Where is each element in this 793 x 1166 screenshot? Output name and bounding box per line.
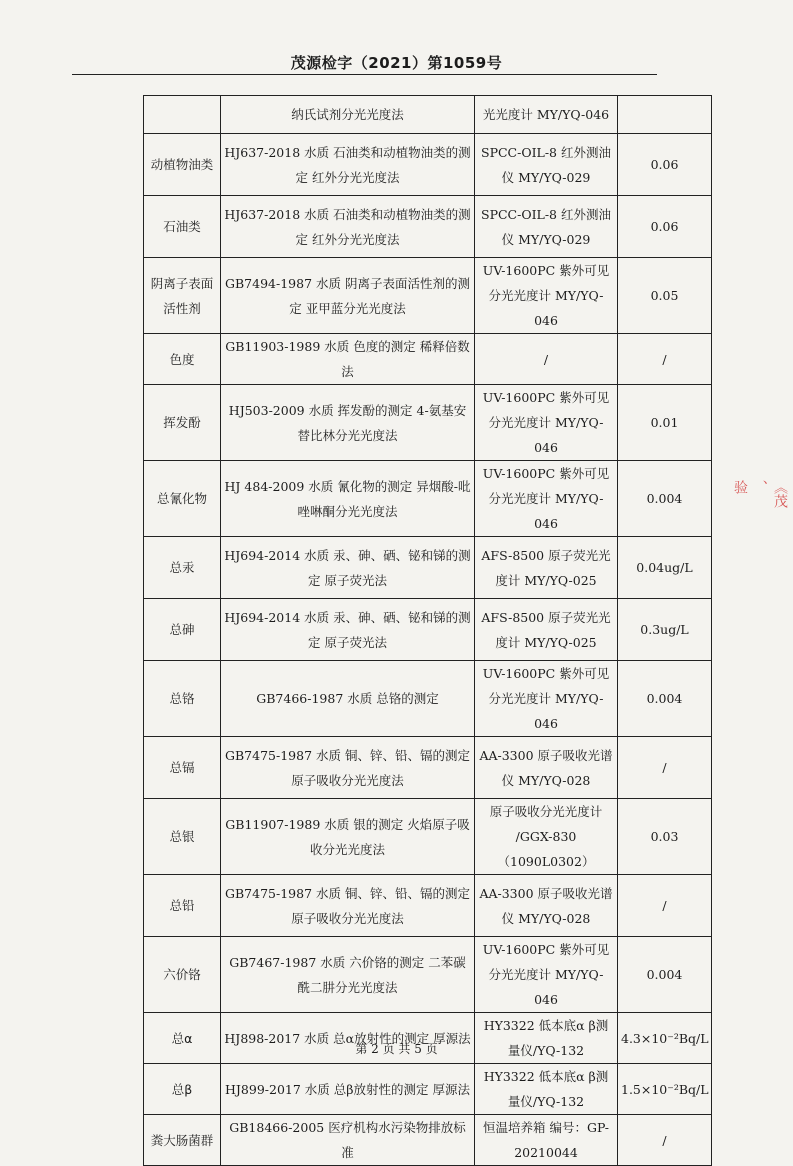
- table-row: [144, 1064, 712, 1115]
- row-item-name: 总α: [144, 1013, 221, 1064]
- row-instrument: 光光度计 MY/YQ-046: [475, 96, 618, 134]
- row-method: GB7475-1987 水质 铜、锌、铅、镉的测定 原子吸收分光光度法: [221, 875, 475, 937]
- row-method: HJ694-2014 水质 汞、砷、硒、铋和锑的测定 原子荧光法: [221, 599, 475, 661]
- table-row: [144, 385, 712, 461]
- method-table: [143, 95, 712, 1166]
- row-detection-limit: 1.5×10⁻²Bq/L: [618, 1064, 712, 1115]
- row-instrument: 原子吸收分光光度计 /GGX-830（1090L0302）: [475, 799, 618, 875]
- row-item-name: [144, 96, 221, 134]
- row-item-name: 总铅: [144, 875, 221, 937]
- row-instrument: /: [475, 334, 618, 385]
- row-instrument: HY3322 低本底α β测量仪/YQ-132: [475, 1013, 618, 1064]
- row-instrument: UV-1600PC 紫外可见分光光度计 MY/YQ-046: [475, 258, 618, 334]
- row-method: HJ898-2017 水质 总α放射性的测定 厚源法: [221, 1013, 475, 1064]
- table-row: [144, 799, 712, 875]
- row-item-name: 挥发酚: [144, 385, 221, 461]
- row-instrument: AFS-8500 原子荧光光度计 MY/YQ-025: [475, 537, 618, 599]
- row-detection-limit: 0.01: [618, 385, 712, 461]
- row-item-name: 石油类: [144, 196, 221, 258]
- table-row: [144, 258, 712, 334]
- row-detection-limit: 0.03: [618, 799, 712, 875]
- page-number: 第 2 页 共 5 页: [355, 1042, 438, 1056]
- method-table-body: [144, 96, 712, 1166]
- report-number-title: 茂源检字（2021）第1059号: [290, 54, 503, 72]
- row-method: GB7494-1987 水质 阴离子表面活性剂的测定 亚甲蓝分光光度法: [221, 258, 475, 334]
- table-row: [144, 1115, 712, 1166]
- table-row: [144, 737, 712, 799]
- header-rule: [72, 74, 657, 75]
- table-row: [144, 537, 712, 599]
- row-item-name: 总银: [144, 799, 221, 875]
- row-method: 纳氏试剂分光光度法: [221, 96, 475, 134]
- row-instrument: UV-1600PC 紫外可见分光光度计 MY/YQ-046: [475, 385, 618, 461]
- row-item-name: 总β: [144, 1064, 221, 1115]
- row-instrument: AA-3300 原子吸收光谱仪 MY/YQ-028: [475, 875, 618, 937]
- row-method: HJ694-2014 水质 汞、砷、硒、铋和锑的测定 原子荧光法: [221, 537, 475, 599]
- row-instrument: UV-1600PC 紫外可见分光光度计 MY/YQ-046: [475, 937, 618, 1013]
- row-method: GB11903-1989 水质 色度的测定 稀释倍数法: [221, 334, 475, 385]
- row-method: GB11907-1989 水质 银的测定 火焰原子吸收分光光度法: [221, 799, 475, 875]
- row-detection-limit: /: [618, 737, 712, 799]
- seal-stamp: 《茂 、 验: [732, 480, 788, 508]
- table-row: [144, 334, 712, 385]
- row-detection-limit: 4.3×10⁻²Bq/L: [618, 1013, 712, 1064]
- row-method: GB7466-1987 水质 总铬的测定: [221, 661, 475, 737]
- table-row: [144, 937, 712, 1013]
- table-row: [144, 461, 712, 537]
- row-instrument: SPCC-OIL-8 红外测油仪 MY/YQ-029: [475, 134, 618, 196]
- row-detection-limit: 0.04ug/L: [618, 537, 712, 599]
- row-method: HJ637-2018 水质 石油类和动植物油类的测定 红外分光光度法: [221, 134, 475, 196]
- row-item-name: 总镉: [144, 737, 221, 799]
- table-row: [144, 661, 712, 737]
- table-row: [144, 196, 712, 258]
- row-detection-limit: /: [618, 1115, 712, 1166]
- table-row: [144, 96, 712, 134]
- row-detection-limit: 0.05: [618, 258, 712, 334]
- row-item-name: 六价铬: [144, 937, 221, 1013]
- row-method: HJ 484-2009 水质 氰化物的测定 异烟酸-吡唑啉酮分光光度法: [221, 461, 475, 537]
- row-detection-limit: 0.004: [618, 461, 712, 537]
- table-row: [144, 875, 712, 937]
- row-method: GB18466-2005 医疗机构水污染物排放标准: [221, 1115, 475, 1166]
- row-item-name: 色度: [144, 334, 221, 385]
- row-instrument: SPCC-OIL-8 红外测油仪 MY/YQ-029: [475, 196, 618, 258]
- row-method: GB7475-1987 水质 铜、锌、铅、镉的测定 原子吸收分光光度法: [221, 737, 475, 799]
- row-instrument: UV-1600PC 紫外可见分光光度计 MY/YQ-046: [475, 661, 618, 737]
- row-method: HJ899-2017 水质 总β放射性的测定 厚源法: [221, 1064, 475, 1115]
- row-detection-limit: 0.004: [618, 661, 712, 737]
- row-item-name: 动植物油类: [144, 134, 221, 196]
- row-instrument: HY3322 低本底α β测量仪/YQ-132: [475, 1064, 618, 1115]
- row-detection-limit: 0.06: [618, 196, 712, 258]
- row-item-name: 阴离子表面活性剂: [144, 258, 221, 334]
- row-detection-limit: 0.06: [618, 134, 712, 196]
- row-detection-limit: /: [618, 334, 712, 385]
- row-instrument: UV-1600PC 紫外可见分光光度计 MY/YQ-046: [475, 461, 618, 537]
- row-item-name: 总铬: [144, 661, 221, 737]
- row-detection-limit: /: [618, 875, 712, 937]
- row-item-name: 总氰化物: [144, 461, 221, 537]
- row-item-name: 总汞: [144, 537, 221, 599]
- row-instrument: 恒温培养箱 编号：GP-20210044: [475, 1115, 618, 1166]
- row-detection-limit: 0.004: [618, 937, 712, 1013]
- row-instrument: AA-3300 原子吸收光谱仪 MY/YQ-028: [475, 737, 618, 799]
- table-row: [144, 599, 712, 661]
- row-item-name: 粪大肠菌群: [144, 1115, 221, 1166]
- row-detection-limit: 0.3ug/L: [618, 599, 712, 661]
- row-detection-limit: [618, 96, 712, 134]
- row-method: HJ503-2009 水质 挥发酚的测定 4-氨基安替比林分光光度法: [221, 385, 475, 461]
- row-method: GB7467-1987 水质 六价铬的测定 二苯碳酰二肼分光光度法: [221, 937, 475, 1013]
- row-method: HJ637-2018 水质 石油类和动植物油类的测定 红外分光光度法: [221, 196, 475, 258]
- row-instrument: AFS-8500 原子荧光光度计 MY/YQ-025: [475, 599, 618, 661]
- row-item-name: 总砷: [144, 599, 221, 661]
- table-row: [144, 134, 712, 196]
